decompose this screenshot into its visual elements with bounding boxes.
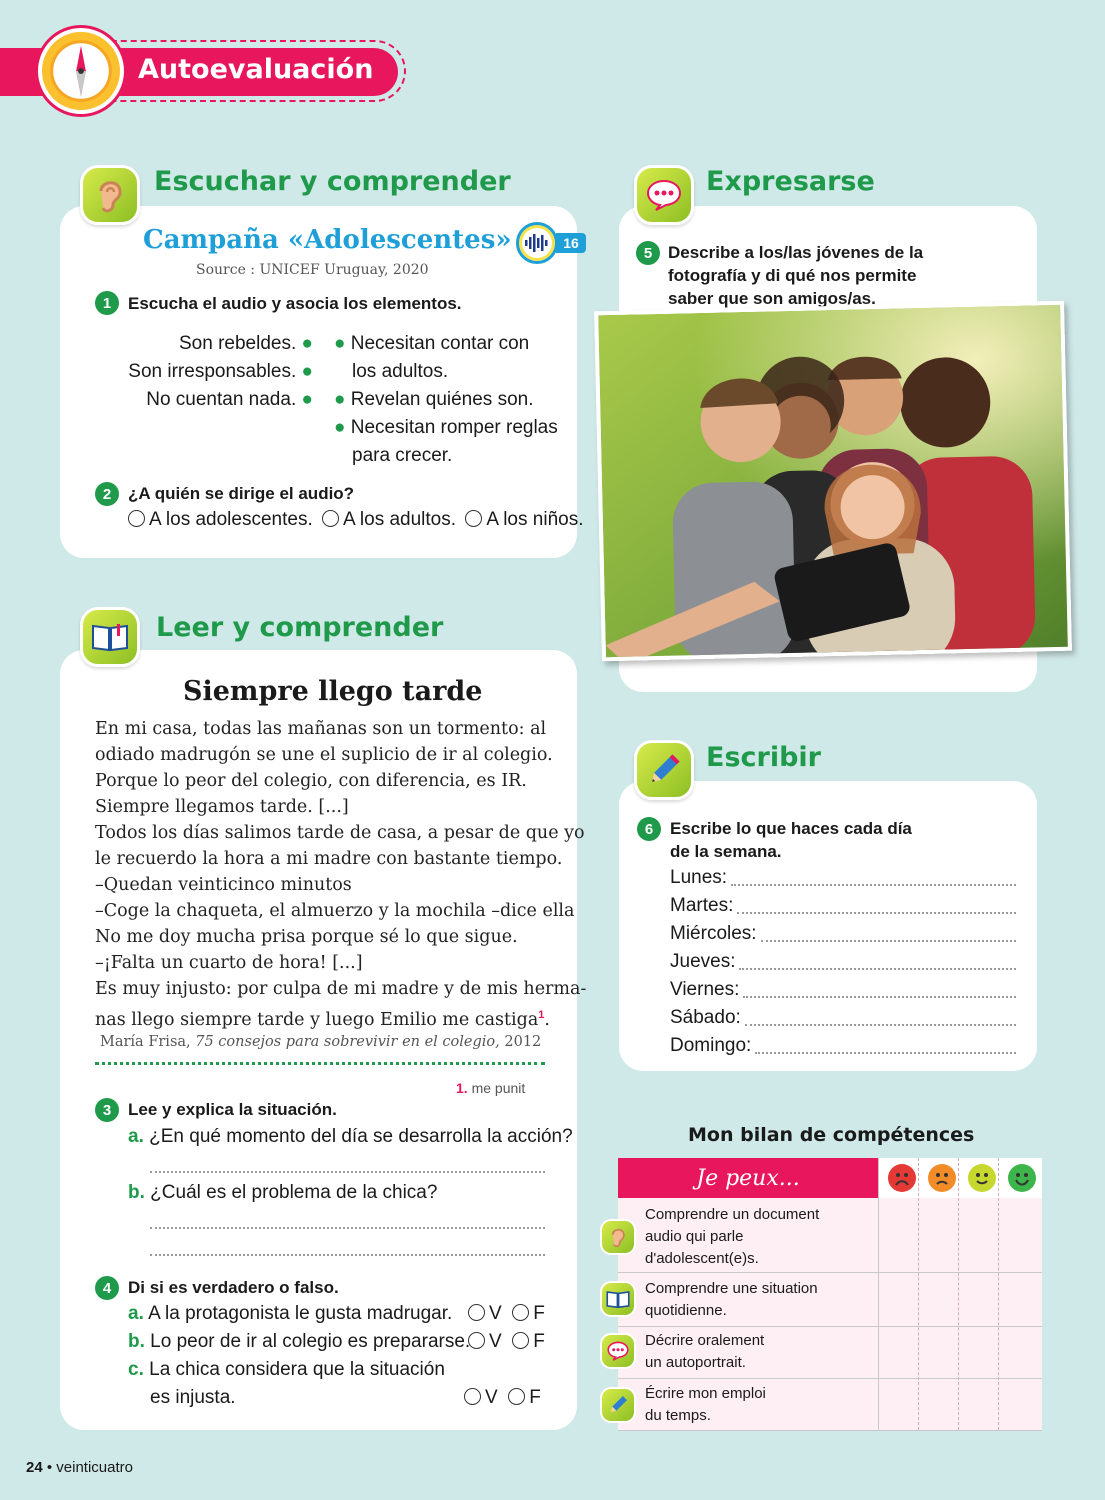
day-answer-line[interactable] (745, 1004, 1016, 1026)
q5-number: 5 (636, 241, 660, 265)
q4-item-c-cont: es injusta. (150, 1387, 236, 1408)
q4-b-true-radio[interactable] (468, 1332, 485, 1349)
q4-b-false-radio[interactable] (512, 1332, 529, 1349)
day-thursday: Jueves: (670, 948, 1016, 976)
day-sunday: Domingo: (670, 1032, 1016, 1060)
day-answer-line[interactable] (761, 920, 1016, 942)
skill-row-listen: Comprendre un document audio qui parle d'adolescent(e)s. (645, 1206, 820, 1267)
book-icon (600, 1281, 636, 1317)
q2-option-1-radio[interactable] (322, 510, 339, 527)
skill-row-read: Comprendre une situation quotidienne. (645, 1280, 818, 1319)
reading-line: –¡Falta un cuarto de hora! [...] (95, 953, 363, 973)
reading-title: Siempre llego tarde (183, 676, 483, 707)
q3-a-answer-line[interactable] (150, 1171, 545, 1173)
happy-face-icon (1008, 1164, 1036, 1192)
read-section-title: Leer y comprender (156, 612, 444, 643)
q2-options: A los adolescentes. A los adultos. A los niños. (128, 506, 583, 534)
sad-face-icon (928, 1164, 956, 1192)
reading-line: –Coge la chaqueta, el almuerzo y la mochila –dice ella (95, 901, 575, 921)
q1-text: Escucha el audio y asocia los elementos. (128, 294, 462, 313)
q1-right-2: ● Revelan quiénes son. (334, 389, 534, 410)
q4-c-choices: V F (464, 1384, 541, 1412)
q6-text: Escribe lo que haces cada día de la semana. (670, 819, 912, 861)
day-saturday: Sábado: (670, 1004, 1016, 1032)
speech-bubble-icon (634, 165, 694, 225)
track-badge: 16 (556, 233, 586, 253)
reading-line: –Quedan veinticinco minutos (95, 875, 352, 895)
q4-item-b: b. Lo peor de ir al colegio es prepararse. (128, 1331, 471, 1352)
q1-right-3: ● Necesitan romper reglas (334, 417, 558, 438)
q1-left-1: Son irresponsables. ● (128, 361, 313, 382)
footnote: 1. me punit (456, 1080, 526, 1096)
q2-number: 2 (95, 482, 119, 506)
day-answer-line[interactable] (755, 1032, 1016, 1054)
skill-row-speak: Décrire oralement un autoportrait. (645, 1332, 765, 1371)
q1-number: 1 (95, 291, 119, 315)
write-section-title: Escribir (706, 742, 821, 773)
reading-line: Siempre llegamos tarde. [...] (95, 797, 349, 817)
book-icon (80, 607, 140, 667)
reading-line: odiado madrugón se une el suplicio de ir al colegio. (95, 745, 553, 765)
audio-title: Campaña «Adolescentes» (143, 225, 512, 255)
q4-c-false-radio[interactable] (508, 1388, 525, 1405)
page-title: Autoevaluación (138, 54, 374, 85)
reading-text (95, 716, 586, 1033)
skill-row-write: Écrire mon emploi du temps. (645, 1385, 766, 1424)
reading-line: En mi casa, todas las mañanas son un tormento: al (95, 719, 547, 739)
day-answer-line[interactable] (743, 976, 1016, 998)
reading-line: le recuerdo la hora a mi madre con bastante tiempo. (95, 849, 563, 869)
q4-item-a: a. A la protagonista le gusta madrugar. (128, 1303, 453, 1324)
q4-item-c: c. La chica considera que la situación (128, 1359, 445, 1380)
q4-a-false-radio[interactable] (512, 1304, 529, 1321)
table-row-line (618, 1430, 1042, 1431)
table-row-line (618, 1272, 1042, 1273)
q5-text: Describe a los/las jóvenes de la fotografía y di qué nos permite saber que son amigos/as. (668, 243, 924, 308)
table-col-line (918, 1158, 919, 1430)
q3-b-answer-line[interactable] (150, 1227, 545, 1229)
q1-right-0: ● Necesitan contar con (334, 333, 530, 354)
day-answer-line[interactable] (731, 864, 1016, 886)
pencil-icon (600, 1387, 636, 1423)
reading-line: Porque lo peor del colegio, con diferencia, es IR. (95, 771, 527, 791)
q6-number: 6 (637, 817, 661, 841)
friends-photo (594, 301, 1072, 662)
day-wednesday: Miércoles: (670, 920, 1016, 948)
day-tuesday: Martes: (670, 892, 1016, 920)
compass-icon (38, 28, 124, 114)
q1-right-1: los adultos. (352, 361, 449, 382)
table-row-line (618, 1378, 1042, 1379)
q1-right-4: para crecer. (352, 445, 453, 466)
q4-text: Di si es verdadero o falso. (128, 1278, 339, 1297)
reading-line-last: nas llego siempre tarde y luego Emilio me castiga$^1$. (95, 1009, 550, 1030)
ear-icon (600, 1219, 636, 1255)
q4-a-choices: V F (468, 1300, 545, 1328)
table-row-line (618, 1326, 1042, 1327)
q3-a: a. ¿En qué momento del día se desarrolla la acción? (128, 1126, 573, 1147)
q4-a-true-radio[interactable] (468, 1304, 485, 1321)
audio-play-icon[interactable] (516, 222, 558, 264)
reading-citation: María Frisa, 75 consejos para sobrevivir en el colegio, 2012 (100, 1034, 542, 1050)
q2-text: ¿A quién se dirige el audio? (128, 484, 355, 503)
audio-source: Source : UNICEF Uruguay, 2020 (196, 262, 429, 278)
q2-option-0-radio[interactable] (128, 510, 145, 527)
day-friday: Viernes: (670, 976, 1016, 1004)
table-col-line (958, 1158, 959, 1430)
q3-number: 3 (95, 1098, 119, 1122)
q3-b-answer-line[interactable] (150, 1254, 545, 1256)
ear-icon (80, 165, 140, 225)
q4-c-true-radio[interactable] (464, 1388, 481, 1405)
q4-b-choices: V F (468, 1328, 545, 1356)
pencil-icon (634, 740, 694, 800)
day-answer-line[interactable] (739, 948, 1016, 970)
q3-b: b. ¿Cuál es el problema de la chica? (128, 1182, 438, 1203)
table-col-line (878, 1158, 879, 1430)
page-footer: 24 • veinticuatro (26, 1459, 133, 1476)
skills-header: Je peux... (618, 1158, 878, 1198)
listen-section-title: Escuchar y comprender (154, 166, 511, 197)
q4-number: 4 (95, 1276, 119, 1300)
q1-left-2: No cuentan nada. ● (146, 389, 313, 410)
reading-line: Es muy injusto: por culpa de mi madre y de mis herma- (95, 979, 587, 999)
reading-line: No me doy mucha prisa porque sé lo que sigue. (95, 927, 518, 947)
q3-text: Lee y explica la situación. (128, 1100, 337, 1119)
speech-bubble-icon (600, 1333, 636, 1369)
q1-left-0: Son rebeldes. ● (178, 333, 313, 354)
reading-line: Todos los días salimos tarde de casa, a pesar de que yo (95, 823, 585, 843)
day-answer-line[interactable] (737, 892, 1016, 914)
very-sad-face-icon (888, 1164, 916, 1192)
citation-divider (95, 1062, 545, 1065)
footnote-mark: 1 (538, 1009, 545, 1021)
table-col-line (998, 1158, 999, 1430)
skills-title: Mon bilan de compétences (688, 1124, 975, 1146)
q2-option-2-radio[interactable] (465, 510, 482, 527)
day-monday: Lunes: (670, 864, 1016, 892)
smile-face-icon (968, 1164, 996, 1192)
speak-section-title: Expresarse (706, 166, 875, 197)
